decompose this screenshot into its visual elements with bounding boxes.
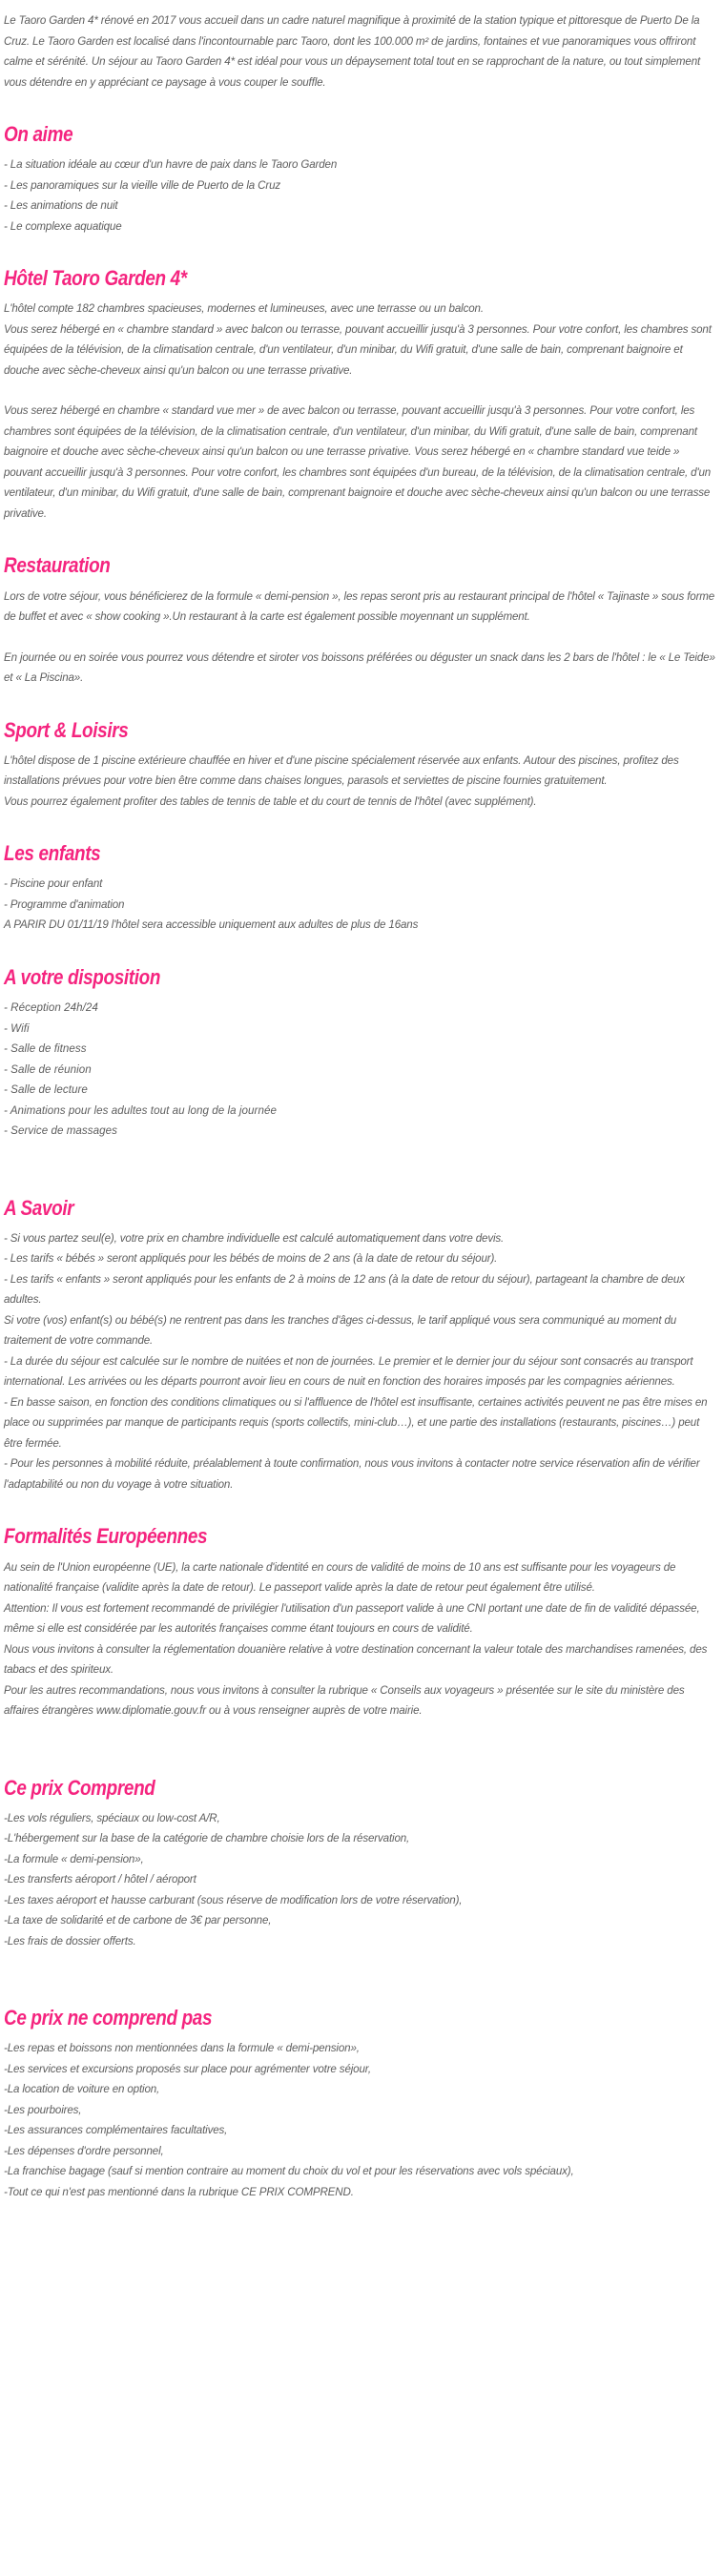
gap-before-on-aime xyxy=(4,93,719,123)
hotel-paragraph: Vous serez hébergé en « chambre standard » avec balcon ou terrasse, pouvant accueillir jusqu'à 3 personnes. Pour votre confort, les chambres sont équipées de la télévision, de la climatisation centrale, d'un ventilateur, d'un minibar, du Wifi gratuit, d'une salle de bain, comprenant baignoire et douche avec sèche-cheveux ainsi qu'un balcon ou une terrasse privative. xyxy=(4,322,712,377)
gap-before-ce-prix-ne-comprend-pas xyxy=(4,1951,719,2007)
list-item: -L'hébergement sur la base de la catégorie de chambre choisie lors de la réservation, xyxy=(4,1832,410,1845)
list-item: - Wifi xyxy=(4,1021,30,1035)
formalites-paragraph: Attention: Il vous est fortement recommandé de privilégier l'utilisation d'un passeport valide à une CNI portant une date de fin de validité dépassée, même si elle est considérée par les autorités françaises comme étant toujours en cours de validité. xyxy=(4,1601,700,1635)
section-restauration xyxy=(4,554,719,688)
section-a-votre-disposition xyxy=(4,966,719,1142)
list-item: - Salle de réunion xyxy=(4,1062,92,1076)
section-les-enfants xyxy=(4,842,719,936)
section-a-savoir xyxy=(4,1197,719,1495)
list-item: - La situation idéale au cœur d'un havre de paix dans le Taoro Garden xyxy=(4,158,338,172)
gap-before-ce-prix-comprend xyxy=(4,1721,719,1777)
section-title-a-votre-disposition: A votre disposition xyxy=(4,964,161,989)
list-item: -Les transferts aéroport / hôtel / aéroport xyxy=(4,1873,196,1886)
list-item: -Les vols réguliers, spéciaux ou low-cost A/R, xyxy=(4,1811,220,1824)
section-title-a-savoir: A Savoir xyxy=(4,1195,74,1220)
top-spacer xyxy=(4,0,719,10)
section-title-restauration: Restauration xyxy=(4,553,111,578)
list-item: -Tout ce qui n'est pas mentionné dans la rubrique CE PRIX COMPREND. xyxy=(4,2185,354,2198)
list-item: - Pour les personnes à mobilité réduite, préalablement à toute confirmation, nous vous invitons à contacter notre service réservation afin de vérifier l'adaptabilité ou non du voyage à votre situation. xyxy=(4,1457,700,1491)
list-item: -La franchise bagage (sauf si mention contraire au moment du choix du vol et pour les réservations avec vols spéciaux), xyxy=(4,2165,574,2178)
section-title-ce-prix-comprend: Ce prix Comprend xyxy=(4,1775,155,1800)
list-item: - Si vous partez seul(e), votre prix en chambre individuelle est calculé automatiquement dans votre devis. xyxy=(4,1231,505,1245)
section-hotel xyxy=(4,267,719,524)
list-item: - Les panoramiques sur la vieille ville de Puerto de la Cruz xyxy=(4,178,281,192)
section-formalites-europeennes xyxy=(4,1525,719,1721)
section-title-sport-loisirs: Sport & Loisirs xyxy=(4,717,129,742)
list-item: - Les tarifs « bébés » seront appliqués pour les bébés de moins de 2 ans (à la date de retour du séjour). xyxy=(4,1252,498,1266)
formalites-paragraph: Au sein de l'Union européenne (UE), la carte nationale d'identité en cours de validité de moins de 10 ans est suffisante pour les voyageurs de nationalité française (validite après la date de retour). Le passeport valide après la date de retour peut également être utilisé. xyxy=(4,1560,676,1594)
list-item: - Salle de lecture xyxy=(4,1083,88,1097)
section-title-ce-prix-ne-comprend-pas: Ce prix ne comprend pas xyxy=(4,2006,213,2030)
list-item: -Les repas et boissons non mentionnées dans la formule « demi-pension», xyxy=(4,2042,360,2055)
list-item: -Les assurances complémentaires facultatives, xyxy=(4,2124,228,2137)
list-item: -La formule « demi-pension», xyxy=(4,1852,144,1865)
restauration-paragraph: Lors de votre séjour, vous bénéficierez de la formule « demi-pension », les repas seront pris au restaurant principal de l'hôtel « Tajinaste » sous forme de buffet et avec « show cooking ».Un restaurant à la carte est également possible moyennant un supplément. xyxy=(4,589,715,624)
formalites-paragraph: Nous vous invitons à consulter la réglementation douanière relative à votre destination concernant la valeur totale des marchandises ramenées, des tabacs et des spiriteux. xyxy=(4,1642,708,1676)
list-item: - Les tarifs « enfants » seront appliqués pour les enfants de 2 à moins de 12 ans (à la date de retour du séjour), partageant la chambre de deux adultes. xyxy=(4,1272,685,1307)
list-item: Si votre (vos) enfant(s) ou bébé(s) ne rentrent pas dans les tranches d'âges ci-dessus, le tarif appliqué vous sera communiqué au moment du traitement de votre commande. xyxy=(4,1313,677,1348)
list-item: -Les pourboires, xyxy=(4,2103,82,2116)
gap-before-hotel xyxy=(4,237,719,267)
list-item: - Le complexe aquatique xyxy=(4,219,122,233)
section-on-aime xyxy=(4,123,719,237)
gap-before-a-savoir xyxy=(4,1142,719,1197)
list-item: -Les taxes aéroport et hausse carburant (sous réserve de modification lors de votre réservation), xyxy=(4,1893,463,1906)
section-title-hotel: Hôtel Taoro Garden 4* xyxy=(4,266,187,291)
list-item: - Piscine pour enfant xyxy=(4,877,103,891)
list-item: A PARIR DU 01/11/19 l'hôtel sera accessible uniquement aux adultes de plus de 16ans xyxy=(4,918,419,932)
gap-before-restauration xyxy=(4,524,719,554)
list-item: -La location de voiture en option, xyxy=(4,2083,160,2096)
formalites-paragraph: Pour les autres recommandations, nous vous invitons à consulter la rubrique « Conseils aux voyageurs » présentée sur le site du ministère des affaires étrangères www.diplomatie.gouv.fr ou à vous renseigner auprès de votre mairie. xyxy=(4,1683,685,1717)
section-sport-loisirs xyxy=(4,719,719,813)
section-title-les-enfants: Les enfants xyxy=(4,841,101,866)
section-title-formalites-europeennes: Formalités Européennes xyxy=(4,1524,208,1549)
list-item: - Salle de fitness xyxy=(4,1042,87,1056)
section-ce-prix-comprend xyxy=(4,1777,719,1952)
list-item: - En basse saison, en fonction des conditions climatiques ou si l'affluence de l'hôtel est insuffisante, certaines activités peuvent ne pas être mises en place ou supprimées par manque de participants requis (sports collectifs, mini-club…), et une partie des installations (restaurants, piscines…) peut être fermée. xyxy=(4,1395,708,1450)
gap-before-enfants xyxy=(4,812,719,842)
list-item: -Les services et excursions proposés sur place pour agrémenter votre séjour, xyxy=(4,2062,371,2075)
hotel-paragraph: L'hôtel compte 182 chambres spacieuses, modernes et lumineuses, avec une terrasse ou un balcon. xyxy=(4,302,484,316)
gap-before-disposition xyxy=(4,936,719,966)
section-ce-prix-ne-comprend-pas xyxy=(4,2007,719,2202)
section-title-on-aime: On aime xyxy=(4,122,73,146)
sport-paragraph: Vous pourrez également profiter des tables de tennis de table et du court de tennis de l'hôtel (avec supplément). xyxy=(4,794,537,808)
list-item: - Réception 24h/24 xyxy=(4,1001,98,1015)
hotel-paragraph: Vous serez hébergé en chambre « standard vue mer » de avec balcon ou terrasse, pouvant accueillir jusqu'à 3 personnes. Pour votre confort, les chambres sont équipées de la télévision, de la climatisation centrale, d'un ventilateur, d'un minibar, du Wifi gratuit, d'une salle de bain, comprenant baignoire et douche avec sèche-cheveux ainsi qu'un balcon ou une terrasse privative. Vous serez hébergé en « chambre standard vue teide » pouvant accueillir jusqu'à 3 personnes. Pour votre confort, les chambres sont équipées d'un bureau, de la télévision, de la climatisation centrale, d'un ventilateur, d'un minibar, du Wifi gratuit, d'une salle de bain, comprenant baignoire et douche avec sèche-cheveux ainsi qu'un balcon ou une terrasse privative. xyxy=(4,404,712,520)
list-item: - La durée du séjour est calculée sur le nombre de nuitées et non de journées. Le premier et le dernier jour du séjour sont consacrés au transport international. Les arrivées ou les départs pourront avoir lieu en cours de nuit en fonction des horaires imposés par les compagnies aériennes. xyxy=(4,1354,693,1389)
restauration-paragraph: En journée ou en soirée vous pourrez vous détendre et siroter vos boissons préférées ou déguster un snack dans les 2 bars de l'hôtel : le « Le Teide» et « La Piscina». xyxy=(4,650,715,685)
gap-before-sport xyxy=(4,689,719,719)
list-item: - Service de massages xyxy=(4,1124,117,1138)
list-item: -Les dépenses d'ordre personnel, xyxy=(4,2144,164,2157)
list-item: -La taxe de solidarité et de carbone de 3€ par personne, xyxy=(4,1914,272,1927)
intro-paragraph: Le Taoro Garden 4* rénové en 2017 vous accueil dans un cadre naturel magnifique à proximité de la station typique et pittoresque de Puerto De la Cruz. Le Taoro Garden est localisé dans l'incontournable parc Taoro, dont les 100.000 m² de jardins, fontaines et vue panoramiques vous offriront calme et sérénité. Un séjour au Taoro Garden 4* est idéal pour vous un dépaysement total tout en se rapprochant de la nature, ou tout simplement vous détendre en y appréciant ce paysage à vous couper le souffle. xyxy=(4,14,701,89)
gap-before-formalites xyxy=(4,1494,719,1525)
list-item: - Animations pour les adultes tout au long de la journée xyxy=(4,1103,277,1117)
list-item: - Programme d'animation xyxy=(4,897,125,911)
sport-paragraph: L'hôtel dispose de 1 piscine extérieure chauffée en hiver et d'une piscine spécialement réservée aux enfants. Autour des piscines, profitez des installations prévues pour votre bien être comme dans chaises longues, parasols et serviettes de piscine fournies gratuitement. xyxy=(4,753,679,788)
list-item: -Les frais de dossier offerts. xyxy=(4,1934,136,1947)
list-item: - Les animations de nuit xyxy=(4,199,118,213)
